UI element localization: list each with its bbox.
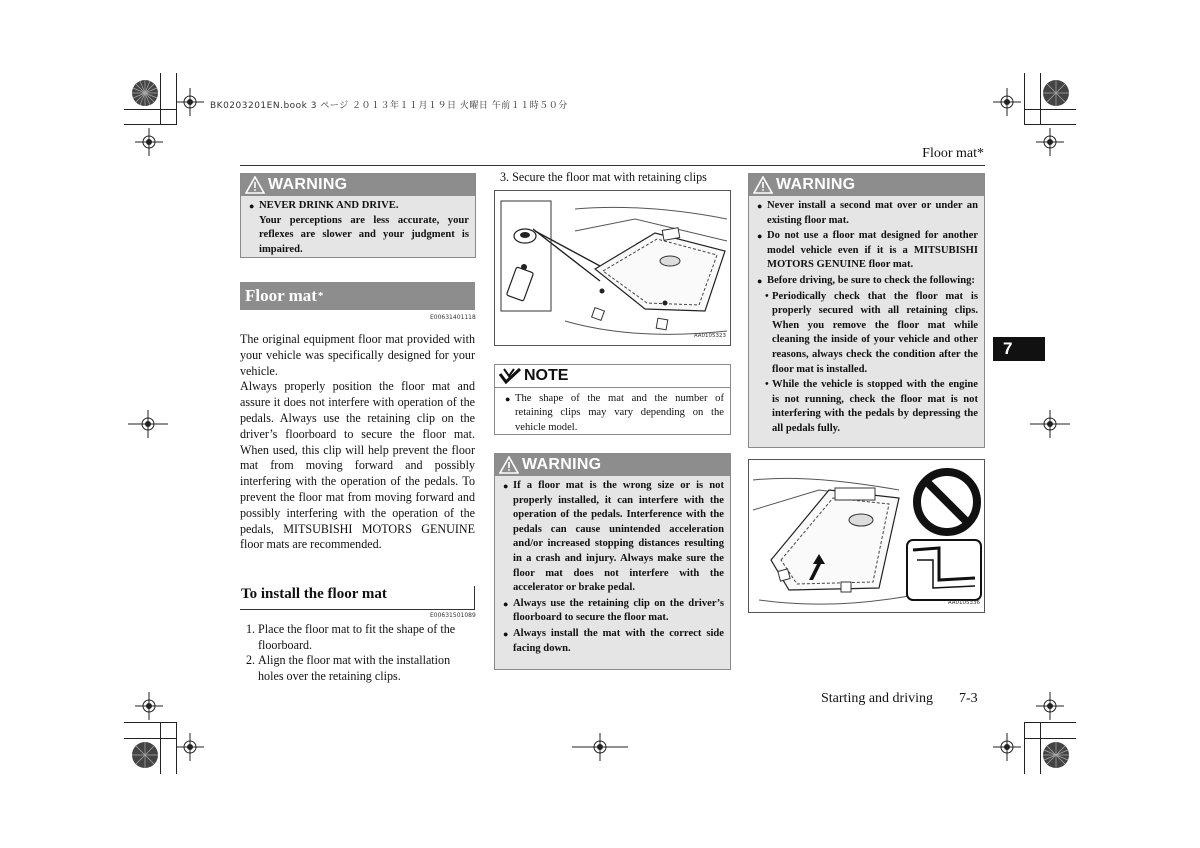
running-head: Floor mat* bbox=[922, 146, 984, 161]
warning-box-drink-drive bbox=[240, 173, 476, 258]
bullet-icon: ● bbox=[757, 201, 763, 211]
warning-title: WARNING bbox=[776, 176, 856, 193]
warning-triangle-icon bbox=[753, 176, 773, 194]
crosshair-target-icon bbox=[135, 128, 163, 156]
page-number: 7-3 bbox=[959, 691, 978, 706]
warning-item bbox=[249, 199, 469, 257]
bullet-icon: ● bbox=[503, 628, 509, 639]
warning-text: Your perceptions are less accurate, your reflexes are slower and your judgment is impaired. bbox=[259, 214, 469, 255]
figure-retaining-clips bbox=[494, 190, 731, 346]
figure-code: AA0105323 bbox=[693, 333, 726, 339]
warning-item: ● Always use the retaining clip on the driver’s floorboard to secure the floor mat. bbox=[503, 597, 724, 626]
page-footer bbox=[821, 691, 978, 707]
crosshair-target-icon bbox=[1036, 692, 1064, 720]
warning-subitem: • Periodically check that the floor mat is properly secured with all retaining clips. When you remove the floor mat while cleaning the inside of your vehicle and other reasons, always check the condition after the floor mat is installed. bbox=[765, 290, 978, 375]
warning-title: WARNING bbox=[522, 456, 602, 473]
warning-box-second-mat bbox=[748, 173, 985, 448]
note-box bbox=[494, 364, 731, 435]
registration-starburst-icon bbox=[1041, 740, 1071, 770]
registration-starburst-icon bbox=[130, 740, 160, 770]
bullet-icon: ● bbox=[757, 231, 763, 242]
warning-item: ● Always install the mat with the correct side facing down. bbox=[503, 627, 724, 656]
warning-item: ● Do not use a floor mat designed for another model vehicle even if it is a MITSUBISHI MOTORS GENUINE floor mat. bbox=[757, 229, 978, 273]
registration-starburst-icon bbox=[130, 78, 160, 108]
crosshair-target-icon bbox=[128, 410, 168, 438]
warning-item: ● If a floor mat is the wrong size or is not properly installed, it can interfere with the operation of the pedals. Interference with the pedals can cause unintended acceleration and/or increased stopping distances resulting in a crash and injury. Always make sure the floor mat does not interfere with the accelerator or brake pedal. bbox=[503, 479, 724, 596]
warning-item: ● Never install a second mat over or under an existing floor mat. bbox=[757, 199, 978, 228]
book-file-header: BK0203201EN.book 3 ページ ２０１３年１１月１９日 火曜日 午前１１時５０分 bbox=[210, 101, 568, 111]
install-steps bbox=[246, 622, 476, 684]
warning-title: WARNING bbox=[268, 176, 348, 193]
header-rule bbox=[240, 165, 985, 166]
bullet-icon: ● bbox=[505, 394, 511, 404]
floor-mat-clips-illustration bbox=[495, 191, 730, 345]
double-mat-prohibited-illustration bbox=[749, 460, 984, 612]
step-item: 2. Align the floor mat with the installation holes over the retaining clips. bbox=[246, 653, 451, 683]
figure-no-double-mat bbox=[748, 459, 985, 613]
paragraph: The original equipment floor mat provided with your vehicle was specifically designed for your vehicle. bbox=[240, 332, 475, 378]
subsection-title: To install the floor mat bbox=[240, 586, 475, 610]
subsection-code: E00631501089 bbox=[430, 612, 476, 619]
crosshair-target-icon bbox=[572, 733, 628, 761]
crosshair-target-icon bbox=[135, 692, 163, 720]
warning-subitem: • While the vehicle is stopped with the engine is not running, check the floor mat is not interfering with the pedals by depressing the all pedals fully. bbox=[765, 379, 978, 434]
warning-header bbox=[495, 454, 730, 476]
note-check-icon bbox=[499, 368, 521, 384]
warning-triangle-icon bbox=[499, 456, 519, 474]
note-item: ● The shape of the mat and the number of retaining clips may vary depending on the vehicle model. bbox=[505, 392, 724, 435]
registration-starburst-icon bbox=[1041, 78, 1071, 108]
warning-header bbox=[241, 174, 475, 196]
bullet-icon: ● bbox=[503, 481, 509, 491]
warning-box-mat-size bbox=[494, 453, 731, 670]
note-header bbox=[495, 365, 730, 388]
crosshair-target-icon bbox=[993, 88, 1021, 116]
note-title: NOTE bbox=[524, 367, 569, 384]
crosshair-target-icon bbox=[176, 733, 204, 761]
step-3-text: 3. Secure the floor mat with retaining clips bbox=[500, 170, 707, 184]
section-title-floor-mat: Floor mat * bbox=[240, 282, 475, 310]
warning-item: ● Before driving, be sure to check the following: bbox=[757, 274, 978, 289]
section-body bbox=[240, 332, 475, 553]
warning-triangle-icon bbox=[245, 176, 265, 194]
warning-header bbox=[749, 174, 984, 196]
section-code: E00631401118 bbox=[430, 314, 476, 321]
footer-section: Starting and driving bbox=[821, 691, 933, 706]
crosshair-target-icon bbox=[1036, 128, 1064, 156]
chapter-tab: 7 bbox=[993, 337, 1045, 361]
step-item: 1. Place the floor mat to fit the shape of the floorboard. bbox=[246, 622, 456, 652]
paragraph: Always properly position the floor mat and assure it does not interfere with operation of the pedals. Always use the retaining clip on the driver’s floorboard to secure the floor mat. When used, this clip will help prevent the floor mat from moving forward and possibly interfering with the operation of the pedals. To prevent the floor mat from moving forward and possibly interfering with the operation of the pedals, MITSUBISHI MOTORS GENUINE floor mats are recommended. bbox=[240, 379, 475, 552]
warning-lead: NEVER DRINK AND DRIVE. bbox=[259, 200, 399, 211]
crosshair-target-icon bbox=[993, 733, 1021, 761]
crosshair-target-icon bbox=[176, 88, 204, 116]
bullet-icon: ● bbox=[503, 598, 509, 609]
crosshair-target-icon bbox=[1030, 410, 1070, 438]
bullet-icon: ● bbox=[249, 201, 255, 211]
figure-code: AA0105336 bbox=[947, 600, 980, 606]
bullet-icon: ● bbox=[757, 275, 763, 286]
